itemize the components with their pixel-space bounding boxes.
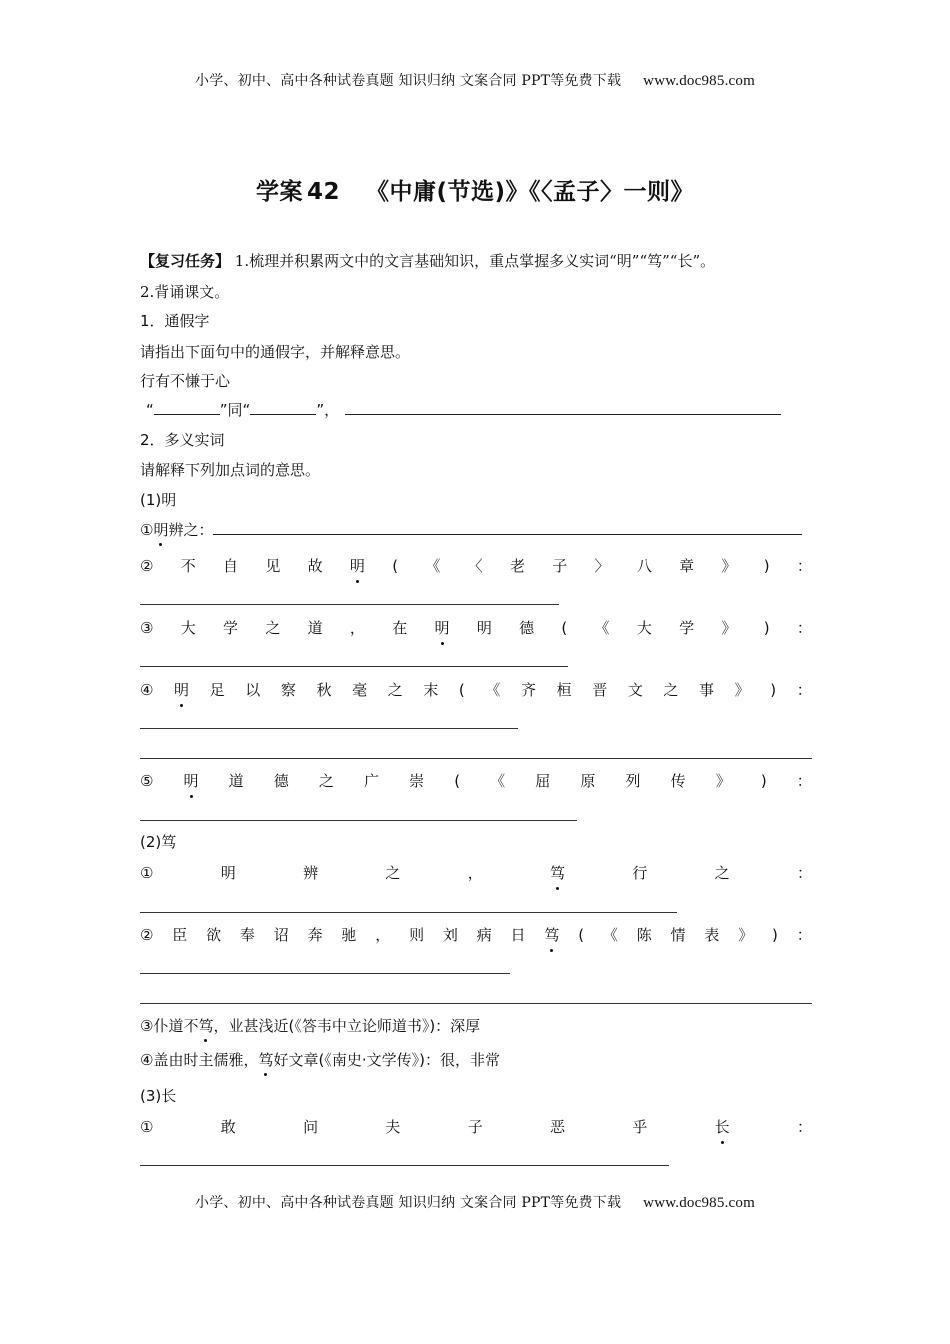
sentence-glyph: ， (349, 619, 365, 637)
tongjia-blank-original[interactable] (154, 400, 220, 415)
ming-item1-blank[interactable] (213, 520, 802, 535)
sentence-glyph: 德 (273, 772, 289, 790)
sentence-glyph: ( (561, 619, 568, 637)
sentence-glyph: 毫 (352, 681, 368, 699)
sentence-glyph: ) (763, 557, 770, 575)
review-task-item1: 1.梳理并积累两文中的文言基础知识，重点掌握多义实词“明”“笃”“长”。 (234, 252, 716, 270)
sentence-glyph: 陈 (636, 926, 652, 944)
sentence-glyph: ④ (140, 681, 154, 699)
sentence-glyph: 奉 (239, 926, 255, 944)
sentence-glyph: 原 (580, 772, 596, 790)
title-number: 42 (306, 179, 340, 205)
sentence-glyph: 之 (385, 864, 401, 882)
ming-item5 (140, 771, 812, 791)
sentence-glyph: 日 (510, 926, 526, 944)
sentence-glyph: 章 (679, 557, 695, 575)
emphasis-dotted-char: 明 (349, 557, 365, 575)
sentence-glyph: 见 (265, 557, 281, 575)
sentence-glyph: ： (796, 619, 812, 637)
sentence-glyph: ： (796, 557, 812, 575)
tongjia-blank-meaning[interactable] (345, 400, 781, 415)
sentence-glyph: ： (796, 681, 812, 699)
sentence-glyph: 》 (738, 926, 754, 944)
sentence-glyph: 八 (636, 557, 652, 575)
sentence-glyph: 乎 (632, 1118, 648, 1136)
sentence-glyph: 桓 (556, 681, 572, 699)
ming-item2 (140, 556, 812, 576)
sentence-glyph: 明 (220, 864, 236, 882)
sentence-glyph: 情 (670, 926, 686, 944)
sentence-glyph: ( (578, 926, 585, 944)
sentence-glyph: 事 (699, 681, 715, 699)
sentence-glyph: 之 (318, 772, 334, 790)
sentence-glyph: ② (140, 926, 154, 944)
emphasis-dotted-char: 笃 (198, 1017, 214, 1035)
sentence-glyph: ⑤ (140, 772, 154, 790)
sentence-glyph: 子 (552, 557, 568, 575)
sentence-glyph: 诏 (273, 926, 289, 944)
sentence-glyph: 》 (715, 772, 731, 790)
ming-item1: ①明辨之： (140, 520, 812, 540)
sentence-glyph: 崇 (409, 772, 425, 790)
sentence-glyph: ) (763, 619, 770, 637)
sentence-glyph: 之 (265, 619, 281, 637)
sentence-glyph: 在 (392, 619, 408, 637)
sentence-glyph: 以 (245, 681, 261, 699)
section1-sentence: 行有不慊于心 (140, 372, 231, 390)
sentence-glyph: ① (140, 864, 154, 882)
page-header (0, 70, 950, 90)
sentence-glyph: ： (796, 926, 812, 944)
ming-item3 (140, 618, 812, 638)
sentence-glyph: 欲 (206, 926, 222, 944)
sentence-glyph: 问 (303, 1118, 319, 1136)
sentence-glyph: 《 (490, 772, 506, 790)
page-title (0, 173, 950, 206)
sentence-glyph: 《 (602, 926, 618, 944)
sentence-glyph: 道 (307, 619, 323, 637)
ming-item5-blank[interactable] (140, 820, 577, 821)
sentence-glyph: 不 (180, 557, 196, 575)
sentence-glyph: 夫 (385, 1118, 401, 1136)
sentence-glyph: ( (458, 681, 465, 699)
sentence-glyph: 之 (387, 681, 403, 699)
sentence-glyph: 传 (670, 772, 686, 790)
title-prefix: 学案 (255, 179, 303, 205)
sentence-glyph: ① (140, 1118, 154, 1136)
sentence-glyph: ( (454, 772, 461, 790)
header-text: 小学、初中、高中各种试卷真题 知识归纳 文案合同 PPT等免费下载 (195, 73, 622, 89)
sentence-glyph: 广 (363, 772, 379, 790)
sentence-glyph: ： (796, 1118, 812, 1136)
footer-text: 小学、初中、高中各种试卷真题 知识归纳 文案合同 PPT等免费下载 (195, 1195, 622, 1211)
sentence-glyph: 臣 (172, 926, 188, 944)
sentence-glyph: 自 (223, 557, 239, 575)
sentence-glyph: 之 (663, 681, 679, 699)
tongjia-blank-equivalent[interactable] (250, 400, 316, 415)
sentence-glyph: 末 (423, 681, 439, 699)
sentence-glyph: ) (772, 926, 778, 944)
ming-label: (1)明 (140, 491, 177, 509)
ming-item4-blank-2[interactable] (140, 758, 812, 759)
emphasis-dotted-char: 笃 (544, 926, 560, 944)
section1-heading: 1．通假字 (140, 312, 210, 330)
sentence-glyph: 文 (627, 681, 643, 699)
sentence-glyph: ， (467, 864, 483, 882)
page-footer (0, 1192, 950, 1212)
ming-item4-blank[interactable] (140, 728, 518, 729)
du-label: (2)笃 (140, 833, 177, 851)
sentence-glyph: ： (796, 864, 812, 882)
du-item3: ③仆道不笃，业甚浅近(《答韦中立论师道书》)：深厚 (140, 1017, 481, 1035)
du-item2-blank[interactable] (140, 973, 510, 974)
emphasis-dotted-char: 笃 (550, 864, 566, 882)
sentence-glyph: ： (796, 772, 812, 790)
sentence-glyph: 辨 (303, 864, 319, 882)
du-item4: ④盖由时主儒雅，笃好文章(《南史·文学传》)：很，非常 (140, 1051, 500, 1069)
section2-heading: 2．多义实词 (140, 431, 225, 449)
sentence-glyph: ) (760, 772, 767, 790)
ming-item2-blank[interactable] (140, 604, 559, 605)
sentence-glyph: 秋 (316, 681, 332, 699)
ming-item3-blank[interactable] (140, 666, 568, 667)
tongjia-answer-row: “ ”同“ ”， (146, 400, 818, 420)
review-task-item2: 2.背诵课文。 (140, 283, 230, 301)
sentence-glyph: 〈 (467, 557, 483, 575)
sentence-glyph: 《 (425, 557, 441, 575)
sentence-glyph: 恶 (550, 1118, 566, 1136)
du-item1-blank[interactable] (140, 912, 677, 913)
sentence-glyph: 驰 (341, 926, 357, 944)
sentence-glyph: 明 (476, 619, 492, 637)
sentence-glyph: 《 (485, 681, 501, 699)
du-item1 (140, 863, 812, 883)
sentence-glyph: 德 (519, 619, 535, 637)
zhang-item1-blank[interactable] (140, 1165, 669, 1166)
sentence-glyph: 故 (307, 557, 323, 575)
sentence-glyph: 大 (180, 619, 196, 637)
du-item2 (140, 925, 812, 945)
sentence-glyph: 大 (636, 619, 652, 637)
sentence-glyph: 奔 (307, 926, 323, 944)
sentence-glyph: 足 (209, 681, 225, 699)
sentence-glyph: 学 (679, 619, 695, 637)
sentence-glyph: 》 (721, 619, 737, 637)
sentence-glyph: 》 (734, 681, 750, 699)
sentence-glyph: ( (392, 557, 399, 575)
sentence-glyph: ② (140, 557, 154, 575)
sentence-glyph: 病 (476, 926, 492, 944)
sentence-glyph: 晋 (592, 681, 608, 699)
emphasis-dotted-char: 明 (153, 521, 169, 539)
sentence-glyph: 行 (632, 864, 648, 882)
section1-instruction: 请指出下面句中的通假字，并解释意思。 (140, 343, 411, 361)
sentence-glyph: 表 (704, 926, 720, 944)
sentence-glyph: 敢 (220, 1118, 236, 1136)
review-task (140, 251, 830, 271)
section2-instruction: 请解释下列加点词的意思。 (140, 461, 321, 479)
emphasis-dotted-char: 明 (434, 619, 450, 637)
sentence-glyph: 》 (721, 557, 737, 575)
sentence-glyph: 学 (223, 619, 239, 637)
zhang-item1 (140, 1117, 812, 1137)
sentence-glyph: 〉 (594, 557, 610, 575)
header-site[interactable]: www.doc985.com (643, 73, 755, 89)
sentence-glyph: 则 (409, 926, 425, 944)
sentence-glyph: ) (770, 681, 777, 699)
review-task-label: 【复习任务】 (140, 252, 231, 270)
emphasis-dotted-char: 明 (183, 772, 199, 790)
sentence-glyph: 子 (467, 1118, 483, 1136)
sentence-glyph: 之 (714, 864, 730, 882)
sentence-glyph: 齐 (520, 681, 536, 699)
sentence-glyph: 道 (228, 772, 244, 790)
title-main: 《中庸(节选)》《〈孟子〉一则》 (365, 179, 695, 205)
footer-site[interactable]: www.doc985.com (643, 1195, 755, 1211)
emphasis-dotted-char: 长 (714, 1118, 730, 1136)
sentence-glyph: 屈 (535, 772, 551, 790)
zhang-label: (3)长 (140, 1087, 177, 1105)
ming-item4 (140, 680, 812, 700)
emphasis-dotted-char: 明 (174, 681, 190, 699)
sentence-glyph: 老 (509, 557, 525, 575)
sentence-glyph: 《 (594, 619, 610, 637)
sentence-glyph: 列 (625, 772, 641, 790)
sentence-glyph: ③ (140, 619, 154, 637)
sentence-glyph: 刘 (442, 926, 458, 944)
sentence-glyph: ， (375, 926, 391, 944)
sentence-glyph: 察 (280, 681, 296, 699)
du-item2-blank-2[interactable] (140, 1003, 812, 1004)
emphasis-dotted-char: 笃 (258, 1051, 274, 1069)
